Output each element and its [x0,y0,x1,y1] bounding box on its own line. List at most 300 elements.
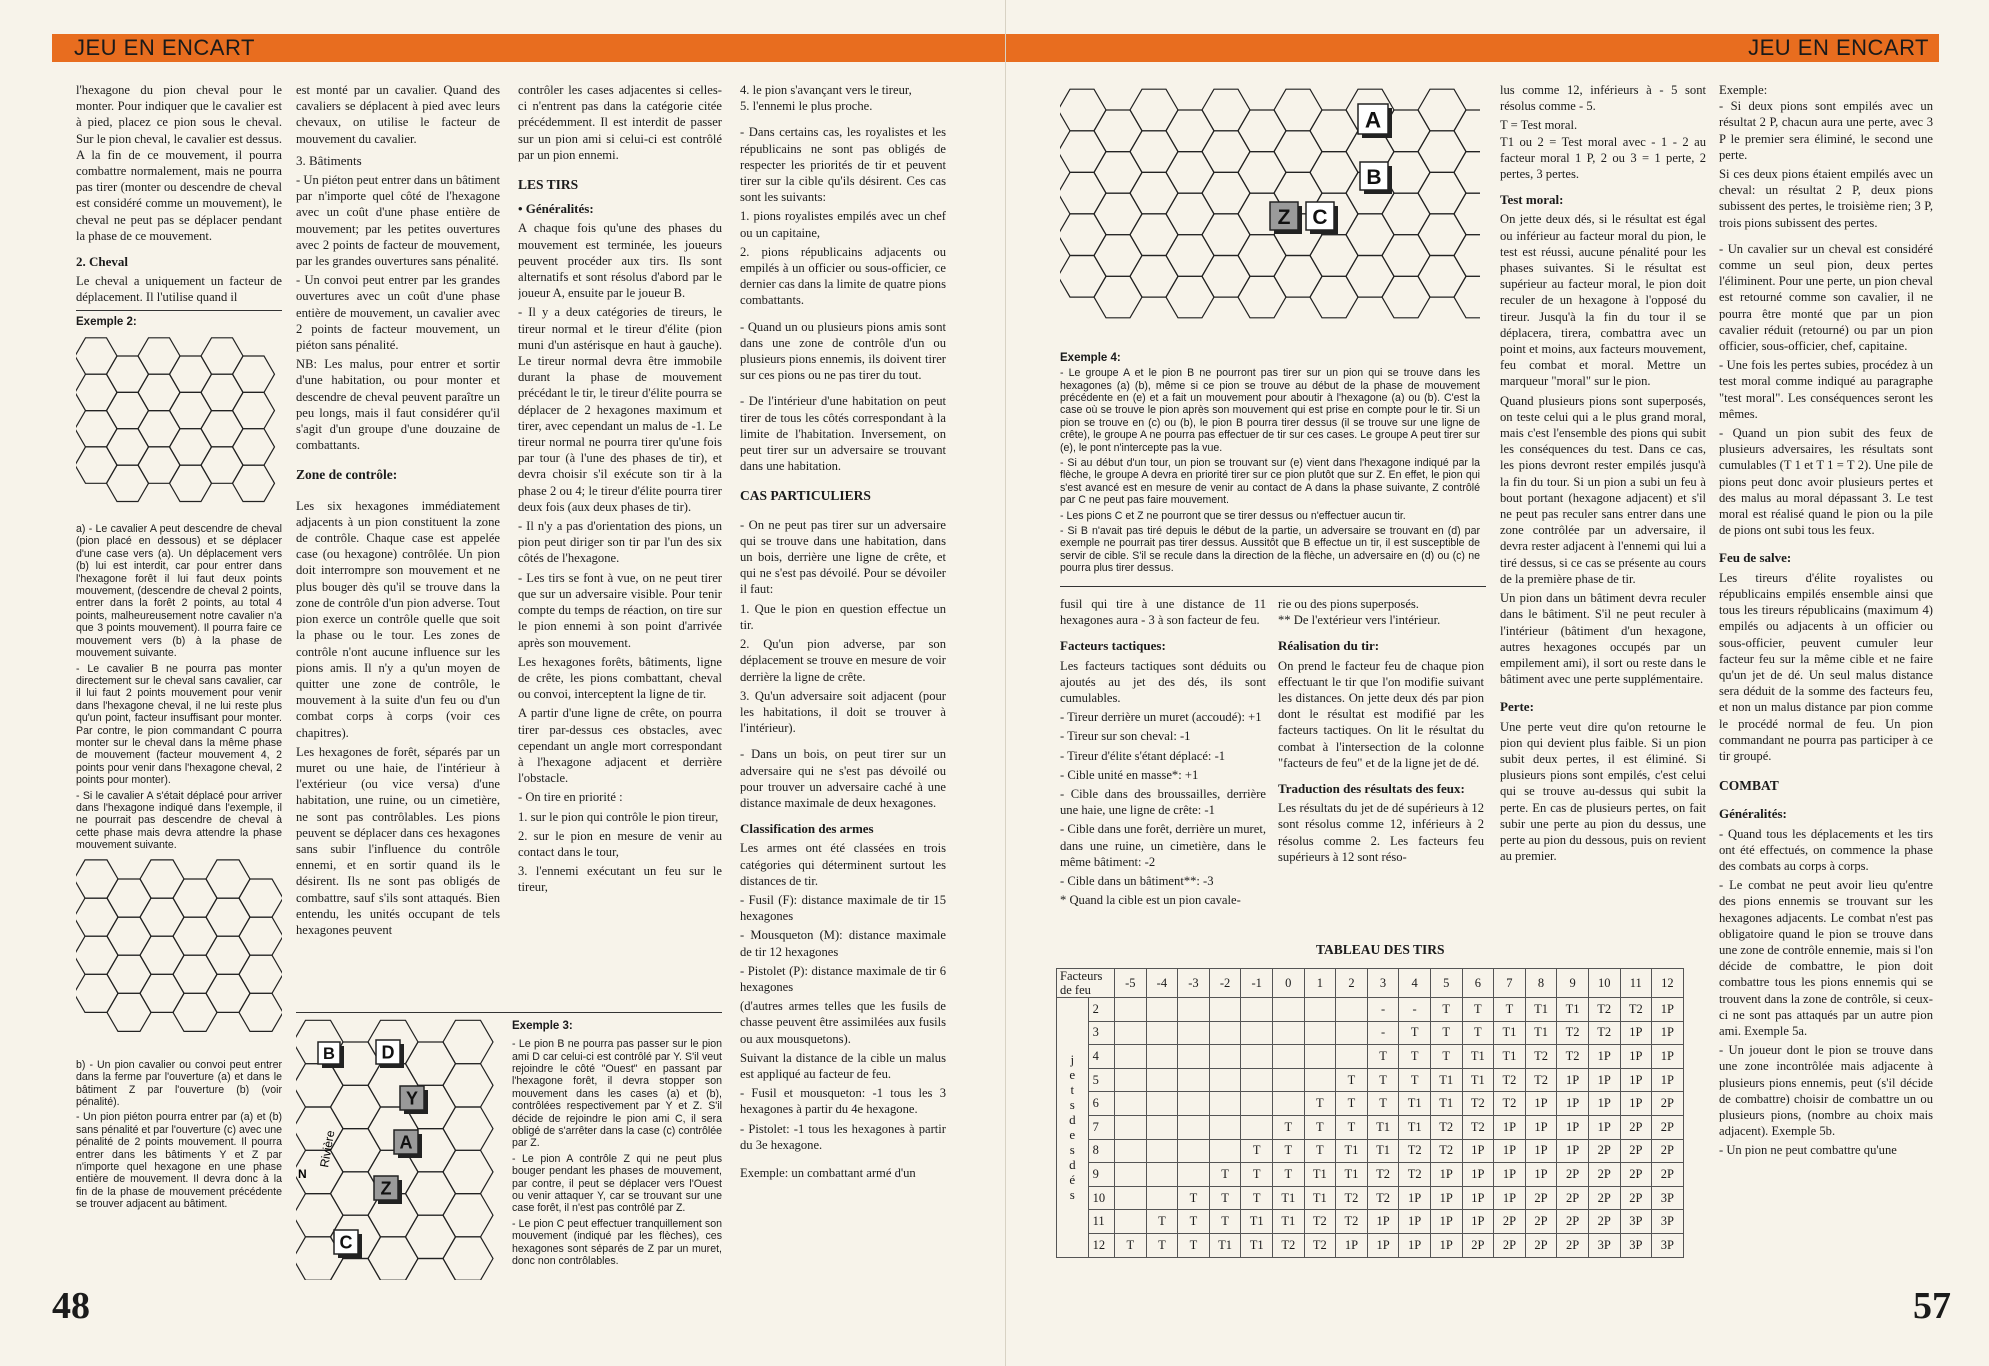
table-cell: 2P [1525,1210,1557,1234]
hex-cell [1454,110,1480,152]
hex-cell [296,1107,343,1150]
table-cell: T1 [1494,1021,1526,1045]
hex-cell [331,1172,381,1215]
table-cell: T1 [1241,1233,1273,1257]
table-cell [1178,1092,1210,1116]
table-cell: 1P [1557,1068,1589,1092]
table-cell: 2P [1652,1163,1684,1187]
paragraph: ** De l'extérieur vers l'intérieur. [1278,613,1441,628]
table-cell: T [1399,1045,1431,1069]
table-cell: T [1430,1045,1462,1069]
table-cell [1146,1186,1178,1210]
example-4-text [1060,350,1480,582]
paragraph: 3. Qu'un adversaire soit adjacent (pour les habitations, il doit se trouver à l'intérieur). [740,688,946,736]
hex-cell [1310,276,1358,318]
table-cell: T2 [1336,1186,1368,1210]
hex-cell [1346,214,1394,256]
hex-cell [138,338,180,374]
example-4-map [1060,84,1480,344]
hex-cell [1382,193,1430,235]
table-cell: 1P [1652,1045,1684,1069]
hex-cell [107,356,149,392]
hex-cell [140,974,184,1012]
example-2-title: Exemple 2: [76,310,282,330]
table-cell [1146,998,1178,1022]
north-label: N [298,1167,307,1181]
section-heading: Traduction des résultats des feux: [1278,781,1465,797]
table-cell [1209,1021,1241,1045]
paragraph: - Fusil (F): distance maximale de tir 15 hexagones [740,892,946,924]
hex-cell [1310,152,1358,194]
paragraph: Exemple: [1719,83,1768,97]
left-col-1 [76,82,282,1282]
hex-cell [1238,235,1286,277]
hex-cell [1130,89,1178,131]
table-cell [1241,1115,1273,1139]
table-cell: T2 [1272,1233,1304,1257]
table-cell [1336,1021,1368,1045]
list-item: 2. sur le pion en mesure de venir au contact dans le tour, [518,828,722,859]
counter-label: C [339,1232,353,1253]
hex-cell [1418,89,1466,131]
example-3-map [296,1018,508,1280]
paragraph: - Un convoi peut entrer par les grandes ouvertures avec un coût d'une phase entière de mouvement, un cavalier avec 2 points de facteur mouvement, un piéton sans pénalité. [296,273,500,353]
paragraph: Les six hexagones immédiatement adjacents à un pion constituent la zone de contrôle. Chaque case est appelée case (ou hexagone) contrôlée. Un pion doit interrompre son mouvement et ne plus bouger dès qu'il se trouve dans la zone de contrôle d'un pion adverse. Tout pion exerce un contrôle quelle que soit la phase ou le tour. Les zones de contrôle n'ont aucune influence sur les pions amis. Il n'y a qu'un moyen de quitter une zone de contrôle, le mouvement à la suite d'un feu ou d'un combat corps à corps (voir ces chapitres). [296,498,500,740]
hex-cell [1202,172,1250,214]
table-cell [1241,1045,1273,1069]
left-page-number: 48 [52,1285,90,1327]
table-cell [1304,1021,1336,1045]
hex-cell [1418,214,1466,256]
table-column-header: 8 [1525,969,1557,998]
table-cell: 1P [1588,1092,1620,1116]
hex-cell [107,993,151,1031]
table-cell: 1P [1494,1139,1526,1163]
table-cell: 1P [1399,1186,1431,1210]
hex-cell [1060,172,1106,214]
table-cell: T [1304,1115,1336,1139]
table-row-header: 9 [1088,1163,1114,1187]
paragraph: Un pion dans un bâtiment devra reculer dans le bâtiment. S'il ne peut reculer à l'intérieur (bâtiment d'un hexagone, autres hexagones occupés par un empilement ami), il sort ou reste dans le bâtiment avec une perte supplémentaire. [1500,591,1706,687]
paragraph: - Mousqueton (M): distance maximale de tir 12 hexagones [740,928,946,959]
table-cell [1272,1068,1304,1092]
paragraph: Les facteurs tactiques sont déduits ou ajoutés au jet des dés, ils sont cumulables. [1060,658,1266,706]
hex-cell [173,993,217,1031]
hex-cell [1060,131,1106,173]
table-cell: 1P [1462,1186,1494,1210]
table-cell: 1P [1557,1092,1589,1116]
table-cell: T1 [1557,998,1589,1022]
table-cell: T1 [1336,1139,1368,1163]
table-cell: 1P [1430,1163,1462,1187]
hex-cell [173,955,217,993]
table-cell [1146,1115,1178,1139]
hex-cell [1238,276,1286,318]
hex-cell [76,898,118,936]
table-cell [1146,1068,1178,1092]
table-row-header: 2 [1088,998,1114,1022]
hex-cell [1094,110,1142,152]
hex-cell [76,447,117,483]
example-4-rule [1060,586,1486,587]
table-cell [1146,1021,1178,1045]
paragraph: contrôler les cases adjacentes si celles-ci n'entrent pas dans la catégorie citée précédemment. Il est interdit de passer sur un pion ami si celui-ci est contrôlé par un pion ennemi. [518,83,722,162]
paragraph: rie ou des pions superposés. [1278,597,1419,611]
table-cell: 1P [1588,1068,1620,1092]
table-cell [1146,1163,1178,1187]
paragraph: - Quand un pion subit des feux de plusieurs adversaires, les résultats sont cumulables (T 1 et T 1 = T 2). Une pile de pions peut donc avoir plusieurs pertes et des malus au moral dépassant 3. Le test moral est réalisé quand le pion ou la pile de pions ont subi tous les feux. [1719,426,1933,538]
table-cell [1209,1092,1241,1116]
table-cell: T1 [1399,1092,1431,1116]
example-text: - Le groupe A et le pion B ne pourront pas tirer sur un pion qui se trouve dans les hexagones (a) (b), même si ce pion se trouve au début de la phase de mouvement précédente en (e) et a fait un mouvement pour aboutir à l'hexagone (a) ou (b). C'est la case où se trouve le pion après son mouvement qui est prise en compte pour le tir. Si un pion se trouve en (c) ou (b), le pion B pourra tirer dessus (il se trouve sur une ligne de crête), le groupe A ne pourra pas effectuer de tir sur ces cases. Le groupe A peut tirer sur (e), le pont n'intercepte pas la vue. [1060,367,1480,454]
right-page-number: 57 [1913,1285,1951,1327]
paragraph: * Quand la cible est un pion cavale- [1060,893,1241,908]
section-heading: • Généralités: [518,201,594,217]
example-text: - Si au début d'un tour, un pion se trouvant sur (e) vient dans l'hexagone indiqué par la flèche, le groupe A devra en priorité tirer sur ce pion plutôt que sur Z. En effet, le pion qui s'est avancé est en mesure de venir au contact de A dans la phase suivante, Z contrôlé par C ne peut pas faire mouvement. [1060,457,1480,507]
table-cell: T2 [1304,1210,1336,1234]
hex-cell [1094,193,1142,235]
table-cell: 2P [1557,1210,1589,1234]
hex-cell [206,936,250,974]
example-text: - Le pion A contrôle Z qui ne peut plus bouger pendant les phases de mouvement, par contre, il peut se déplacer vers l'Ouest ou venir attaquer Y, car se trouvant sur une case forêt, il n'est pas contrôlé par Z. [512,1152,722,1215]
hex-cell [1094,235,1142,277]
table-cell: 1P [1462,1210,1494,1234]
table-cell [1115,1186,1147,1210]
table-cell: - [1367,1021,1399,1045]
table-cell: 1P [1525,1092,1557,1116]
paragraph: - De l'intérieur d'une habitation on peut tirer de tous les côtés correspondant à la limite de l'habitation. Inversement, on peut tirer sur un adversaire se trouvant dans une habitation. [740,394,946,474]
paragraph: Les résultats du jet de dé supérieurs à 12 sont résolus comme 12, inférieurs à 2 résolus comme 2. Les facteurs feu supérieurs à 12 sont réso- [1278,801,1484,864]
table-cell: 1P [1430,1210,1462,1234]
table-column-header: -5 [1115,969,1147,998]
hex-cell [170,392,212,428]
table-header-row [1057,969,1684,998]
section-heading: 3. Bâtiments [296,152,362,168]
table-cell: 3P [1588,1233,1620,1257]
paragraph: - Si deux pions sont empilés avec un résultat 2 P, chacun aura une perte, avec 3 P le premier sera éliminé, le second une perte. [1719,99,1933,162]
table-cell: 1P [1620,1045,1652,1069]
table-cell: 1P [1367,1210,1399,1234]
paragraph: - Un pion ne peut combattre qu'une [1719,1143,1897,1158]
hex-cell [1130,131,1178,173]
table-cell: T2 [1462,1115,1494,1139]
table-cell [1178,1139,1210,1163]
table-column-header: 0 [1272,969,1304,998]
hex-cell [173,879,217,917]
table-column-header: 12 [1652,969,1684,998]
table-cell: T [1430,1021,1462,1045]
table-cell [1115,1068,1147,1092]
table-cell: T [1241,1163,1273,1187]
section-heading: Classification des armes [740,821,874,837]
table-cell: T1 [1272,1210,1304,1234]
right-page [1005,0,1989,1366]
hex-cell [296,1064,343,1107]
table-cell [1241,1068,1273,1092]
table-cell [1178,1068,1210,1092]
section-heading: Feu de salve: [1719,550,1792,566]
table-cell: 1P [1557,1115,1589,1139]
hex-cell [1130,256,1178,298]
hex-cell [76,860,118,898]
right-col-b [1278,596,1484,926]
paragraph: - Cible dans des broussailles, derrière une haie, une ligne de crête: -1 [1060,787,1266,818]
table-cell [1304,998,1336,1022]
paragraph: Suivant la distance de la cible un malus est appliqué au facteur de feu. [740,1050,946,1081]
table-cell: 2P [1462,1233,1494,1257]
table-cell: T1 [1494,1045,1526,1069]
hex-cell [1166,235,1214,277]
hex-cell [1166,152,1214,194]
left-col-2 [296,82,500,1002]
table-cell [1336,1045,1368,1069]
table-cell: 3P [1652,1233,1684,1257]
hex-cell [1382,276,1430,318]
paragraph: - Le combat ne peut avoir lieu qu'entre des pions ennemis se trouvant sur les hexagones adjacents. Le combat n'est pas obligatoire quand le pion se trouve dans une zone de contrôle ennemie, mais si l'on décide de combattre, le pion doit combattre tous les pions ennemis qui se trouvent dans la zone de contrôle, si ceux-ci ne sont pas attaqués par un autre pion ami. Exemple 5a. [1719,878,1933,1038]
table-row-header: 6 [1088,1092,1114,1116]
table-cell [1272,998,1304,1022]
table-cell: T2 [1588,1021,1620,1045]
table-cell: 3P [1652,1186,1684,1210]
paragraph: NB: Les malus, pour entrer et sortir d'une habitation, ou pour monter et descendre de cheval peuvent paraître un peu longs, mais il faut considérer qu'il s'agit d'un groupe d'une douzaine de combattants. [296,357,500,453]
table-cell: T2 [1430,1115,1462,1139]
table-cell: T1 [1367,1139,1399,1163]
left-col-4 [740,82,946,1282]
table-cell: 3P [1620,1233,1652,1257]
table-cell: T [1462,1021,1494,1045]
hex-cell [1060,214,1106,256]
hex-cell [1130,214,1178,256]
hex-cell [138,410,180,446]
table-cell: 2P [1494,1233,1526,1257]
paragraph: (d'autres armes telles que les fusils de chasse peuvent être assimilées aux fusils ou aux mousquetons). [740,999,946,1046]
table-cell: T [1336,1068,1368,1092]
table-row-header: 4 [1088,1045,1114,1069]
table-cell: T [1146,1233,1178,1257]
section-heading: LES TIRS [518,177,579,193]
table-cell: 2P [1620,1186,1652,1210]
table-cell: T [1241,1139,1273,1163]
hex-cell [443,1064,493,1107]
table-cell: 1P [1588,1045,1620,1069]
section-heading: Zone de contrôle: [296,467,398,483]
table-cell [1115,1021,1147,1045]
table-row [1057,1233,1684,1257]
table-cell [1115,1210,1147,1234]
table-cell [1209,998,1241,1022]
hex-cell [170,429,212,465]
paragraph: On jette deux dés, si le résultat est égal ou inférieur au facteur moral du pion, le test est réussi, aucune pénalité pour les phases suivantes. Si le résultat est supérieur au facteur moral, le pion doit reculer de un hexagone à l'opposé du tireur. Jusqu'à la fin du tour il se déplacera, tirera, combattra avec un point et moins, aux facteurs mouvement, feu combat et moral. Mettre un marqueur "moral" sur le pion. [1500,212,1706,389]
counter-label: C [1312,205,1328,229]
table-cell: T2 [1525,1045,1557,1069]
hex-cell [1454,276,1480,318]
example-text: - Si le cavalier A s'était déplacé pour arriver dans l'hexagone indiqué dans l'exemple, il ne pourrait pas descendre de cheval à cette phase mais devra attendre la phase mouvement suivante. [76,789,282,852]
table-cell: T [1462,998,1494,1022]
hex-cell [107,879,151,917]
table-cell: T2 [1336,1210,1368,1234]
paragraph: Exemple: un combattant armé d'un [740,1165,916,1180]
table-title: TABLEAU DES TIRS [1316,942,1445,957]
section-heading: Test moral: [1500,192,1564,208]
table-cell: T [1272,1163,1304,1187]
table-cell: 1P [1494,1115,1526,1139]
table-cell: T [1367,1068,1399,1092]
table-cell: T [1336,1092,1368,1116]
hex-cell [233,392,275,428]
list-item: 4. le pion s'avançant vers le tireur, [740,83,912,97]
table-cell: 1P [1620,1021,1652,1045]
counter-label: D [381,1042,395,1063]
table-column-header: -1 [1241,969,1273,998]
paragraph: - Quand tous les déplacements et les tirs ont été effectués, on commence la phase des combats au corps à corps. [1719,826,1933,873]
paragraph: - Il n'y a pas d'orientation des pions, un pion peut diriger son tir par l'un des six côtés de l'hexagone. [518,519,722,566]
paragraph: lus comme 12, inférieurs à - 5 sont résolus comme - 5. [1500,83,1706,114]
table-cell: T2 [1399,1163,1431,1187]
hex-cell [206,974,250,1012]
example-text: b) - Un pion cavalier ou convoi peut entrer dans la ferme par l'ouverture (a) et dans le bâtiment Z par l'ouverture (b) (voir pénalité). [76,1058,282,1109]
paragraph: Les tireurs d'élite royalistes ou républicains empilés ensemble ainsi que tous les tireurs républicains (maximum 4) empilés ou adjacents à un officier ou sous-officier, peuvent cumuler leur facteur feu sur la même cible et ne faire qu'un jet de dé. Un seul malus distance sera déduit de la somme des facteurs feu, et non un malus distance par pion comme le procédé normal de feu. Un pion commandant ne pourra pas participer à ce tir groupé. [1719,570,1933,763]
hex-cell [368,1237,418,1280]
table-cell: 1P [1462,1139,1494,1163]
table-cell: T2 [1588,998,1620,1022]
hex-cell [1166,110,1214,152]
table-cell: T2 [1620,998,1652,1022]
table-row-header: 5 [1088,1068,1114,1092]
paragraph: - Pistolet (P): distance maximale de tir 6 hexagones [740,963,946,994]
paragraph: - Pistolet: -1 tous les hexagones à partir du 3e hexagone. [740,1121,946,1152]
paragraph: - Les tirs se font à vue, on ne peut tirer que sur un adversaire visible. Pour tenir compte du temps de réaction, on tire sur le pion ennemi à son point d'arrivée après son mouvement. [518,570,722,650]
table-cell: 1P [1494,1163,1526,1187]
hex-cell [233,465,275,501]
hex-cell [1274,256,1322,298]
table-cell: T1 [1462,1068,1494,1092]
paragraph: Le cheval a uniquement un facteur de déplacement. Il l'utilise quand il [76,274,282,305]
example-text: - Les pions C et Z ne pourront que se tirer dessus ou n'effectuer aucun tir. [1060,509,1406,522]
table-cell: T [1367,1092,1399,1116]
table-header-label: Facteurs de feu [1057,969,1115,998]
table-cell: 1P [1588,1115,1620,1139]
table-cell: 2P [1620,1139,1652,1163]
right-col-c [1500,82,1706,942]
table-row [1057,1092,1684,1116]
example-2-diagram-b [76,855,282,1055]
hex-cell [1202,256,1250,298]
table-cell: T1 [1399,1115,1431,1139]
river-label: Rivière [317,1129,338,1169]
counter-label: Z [380,1178,392,1199]
hex-cell [201,374,243,410]
paragraph: fusil qui tire à une distance de 11 hexagones aura - 3 à son facteur de feu. [1060,597,1266,628]
hex-cell [1130,172,1178,214]
table-cell: 2P [1620,1115,1652,1139]
hex-cell [107,917,151,955]
hex-cell [331,1259,381,1281]
table-cell: 1P [1336,1233,1368,1257]
paragraph: Les armes ont été classées en trois catégories qui déterminent surtout les distances de tir. [740,841,946,888]
right-col-a [1060,596,1266,926]
fire-table [1056,968,1684,1258]
paragraph: T1 ou 2 = Test moral avec - 1 - 2 au facteur moral 1 P, 2 ou 3 = 1 perte, 2 pertes, 3 pertes. [1500,134,1706,182]
table-row [1057,998,1684,1022]
table-cell: T2 [1494,1068,1526,1092]
table-row-header: 7 [1088,1115,1114,1139]
table-cell: 2P [1525,1186,1557,1210]
section-heading: Perte: [1500,699,1534,715]
table-cell: T [1209,1210,1241,1234]
hex-cell [1310,110,1358,152]
example-2-diagram-a [76,334,282,519]
example-text: - Le pion C peut effectuer tranquillement son mouvement (indiqué par les flèches), ces hexagones sont séparés de Z par un muret, donc non contrôlables. [512,1217,722,1268]
section-heading: CAS PARTICULIERS [740,488,871,504]
hex-cell [201,410,243,446]
hex-cell [1238,152,1286,194]
paragraph: - Cible dans un bâtiment**: -3 [1060,874,1214,889]
right-col-d [1719,82,1933,1282]
table-cell: 2P [1588,1163,1620,1187]
paragraph: 2. pions républicains adjacents ou empilés à un officier ou sous-officier, ce dernier cas dans la limite de quatre pions combattants. [740,244,946,308]
hex-cell [1060,256,1106,298]
table-cell: T1 [1430,1092,1462,1116]
table-row [1057,1045,1684,1069]
right-banner: JEU EN ENCART [1006,34,1939,62]
table-cell [1115,1115,1147,1139]
table-cell [1178,1021,1210,1045]
list-item: 3. l'ennemi exécutant un feu sur le tireur, [518,864,722,895]
table-cell [1241,1021,1273,1045]
table-cell: 2P [1652,1092,1684,1116]
table-cell [1272,1092,1304,1116]
table-cell: T1 [1525,1021,1557,1045]
paragraph: A chaque fois qu'une des phases du mouvement est terminée, les joueurs peuvent procéder aux tirs. Ils sont alternatifs et sont résolus d'abord par le joueur A, ensuite par le joueur B. [518,221,722,301]
table-cell [1272,1045,1304,1069]
hex-cell [1418,172,1466,214]
table-cell: 2P [1494,1210,1526,1234]
paragraph: - Un cavalier sur un cheval est considéré comme un seul pion, deux pertes l'éliminent. Pour une perte, un pion cheval est retourné comme son cavalier, il ne pourra être monté que par un pion cavalier réduit (retourné) ou par un pion officier, sous-officier, chef, capitaine. [1719,241,1933,354]
table-cell: - [1367,998,1399,1022]
hex-cell [239,955,282,993]
list-item: 1. sur le pion qui contrôle le pion tireur, [518,809,719,824]
table-cell: T1 [1209,1233,1241,1257]
table-cell: 3P [1652,1210,1684,1234]
table-cell [1146,1092,1178,1116]
table-cell: 2P [1525,1233,1557,1257]
table-cell: 1P [1399,1233,1431,1257]
paragraph: Les hexagones forêts, bâtiments, ligne de crête, les pions combattant, cheval ou convoi, interceptent la ligne de tir. [518,654,722,702]
table-column-header: 11 [1620,969,1652,998]
table-cell: T [1209,1163,1241,1187]
table-cell: 2P [1588,1139,1620,1163]
hex-cell [1418,131,1466,173]
table-cell: T1 [1430,1068,1462,1092]
table-row [1057,1163,1684,1187]
example-3-text [512,1018,722,1280]
table-column-header: -4 [1146,969,1178,998]
paragraph: est monté par un cavalier. Quand des cavaliers se déplacent à pied avec leurs chevaux, on utilise le facteur de mouvement du cavalier. [296,83,500,146]
table-cell: 1P [1430,1186,1462,1210]
example-text: - Si B n'avait pas tiré depuis le début de la partie, un adversaire se trouvant en (d) par exemple ne pourrait pas tirer dessus. Aussitôt que B effectue un tir, il est susceptible de servir de cible. S'il se recule dans la direction de la flèche, un adversaire en (d) ou (c) ne pourra plus tirer dessus. [1060,525,1480,575]
table-row [1057,1115,1684,1139]
hex-cell [140,898,184,936]
table-column-header: -2 [1209,969,1241,998]
table-cell: T [1178,1186,1210,1210]
table-column-header: 10 [1588,969,1620,998]
table-cell [1115,1139,1147,1163]
example-3-rule [296,1012,722,1013]
hex-cell [1310,235,1358,277]
table-cell: T [1399,1021,1431,1045]
hex-cell [233,356,275,392]
table-column-header: 3 [1367,969,1399,998]
